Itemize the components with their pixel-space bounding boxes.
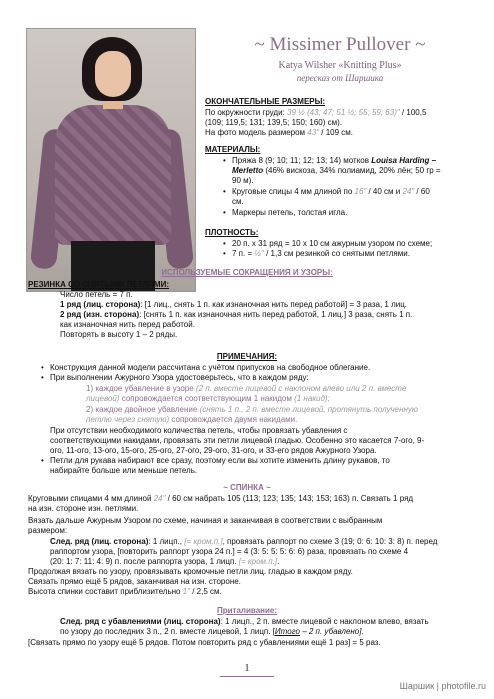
gauge-heading: ПЛОТНОСТЬ: xyxy=(205,228,259,237)
rib-row-2-cont: как изнаночная нить перед работой. xyxy=(60,320,195,329)
rib-count: Число петель = 7 п. xyxy=(60,290,133,299)
back-line-4: размером: xyxy=(28,526,68,535)
page-number: 1 xyxy=(244,662,250,674)
note-2: • При выполнении Ажурного Узора удостоверьтесь, что в каждом ряду: xyxy=(50,373,309,383)
pattern-title: ~ Missimer Pullover ~ xyxy=(254,34,426,55)
note-2-sub-2: 2) каждое двойное убавление (снять 1 п., 2 п. вместе лицевой, протянуть полученную xyxy=(86,405,418,414)
rib-heading: РЕЗИНКА СО СНЯТЫМИ ПЕТЛЯМИ: xyxy=(28,280,169,289)
back-line-5: След. ряд (лиц. сторона): 1 лицп., [= кром.п.], провязать раппорт по схеме 3 (19; 0: 6: 10: 3: 8) п. перед xyxy=(50,537,438,546)
note-2-sub-2-cont: петлю через снятую) сопровождается двумя накидами. xyxy=(86,415,298,424)
rib-row-1: 1 ряд (лиц. сторона): [1 лиц., снять 1 п. как изнаночная нить перед работой] = 3 раза, 1 лиц. xyxy=(60,300,408,309)
note-1: • Конструкция данной модели рассчитана с учётом припусков на свободное облегание. xyxy=(50,363,370,373)
fitting-line-3: [Связать прямо по узору ещё 5 рядов. Потом повторить ряд с убавлениями ещё 1 раз] = 5 раз. xyxy=(28,638,381,647)
note-3: • Петли для рукава набирают все сразу, поэтому если вы хотите изменить длину рукавов, то xyxy=(50,456,390,466)
back-line-3: Вязать дальше Ажурным Узором по схеме, начиная и заканчивая в соответствии с выбранным xyxy=(28,516,383,525)
abbr-heading: ИСПОЛЬЗУЕМЫЕ СОКРАЩЕНИЯ И УЗОРЫ: xyxy=(161,268,333,277)
fitting-line-2: по узору до последних 3 п., 2 п. вместе лицевой, 1 лицп. [Итого – 2 п. убавлено]. xyxy=(60,627,364,636)
note-2-sub-1: 1) каждое убавление в узоре (2 п. вместе лицевой с наклоном влево или 2 п. вместе xyxy=(86,384,407,393)
retell-credit: пересказ от Шаршика xyxy=(296,73,384,83)
materials-yarn: • Пряжа 8 (9; 10; 11; 12; 13; 14) мотков Louisa Harding – xyxy=(232,156,436,166)
fitting-line-1: След. ряд с убавлениями (лиц. сторона): 1 лицп., 2 п. вместе лицевой с наклоном влево, вязать xyxy=(60,617,429,626)
back-line-1: Круговыми спицами 4 мм длиной 24" / 60 см набрать 105 (113; 123; 135; 143; 153; 163) п. Связать 1 ряд xyxy=(28,494,414,503)
rib-row-2: 2 ряд (изн. сторона): [снять 1 п. как изнаночная нить перед работой, 1 лиц.] 3 раза, снять 1 п. xyxy=(60,310,413,319)
model-face xyxy=(95,51,131,97)
footer-divider xyxy=(220,676,274,677)
pullover-body xyxy=(55,105,171,245)
pattern-author: Katya Wilsher «Knitting Plus» xyxy=(278,60,402,71)
fitting-heading: Приталивание: xyxy=(216,606,278,615)
back-line-9: Связать прямо ещё 5 рядов, заканчивая на изн. стороне. xyxy=(28,577,241,586)
materials-heading: МАТЕРИАЛЫ: xyxy=(205,145,261,154)
sizes-line-3: На фото модель размером 43" / 109 см. xyxy=(205,128,353,137)
gauge-line-2: • 7 п. = ½" / 1,3 см резинкой со снятыми петлями. xyxy=(232,249,410,259)
note-2-sub-1-cont: лицевой) сопровождается соответствующим 1 накидом (1 накид); xyxy=(86,394,330,403)
back-line-2: на изн. стороне изн. петлями. xyxy=(28,504,139,513)
materials-needles: • Круговые спицы 4 мм длиной по 16" / 40 см и 24" / 60 xyxy=(232,187,430,197)
note-para-3: ого, 11-ого, 13-ого, 15-ого, 25-ого, 27-ого, 29-ого, 31-ого, и 33-его рядов Ажурного Узора. xyxy=(50,446,377,455)
back-heading: ~ СПИНКА ~ xyxy=(223,483,271,492)
gauge-line-1: • 20 п. х 31 ряд = 10 х 10 см ажурным узором по схеме; xyxy=(232,239,432,249)
rib-repeat: Повторять в высоту 1 – 2 ряды. xyxy=(60,330,178,339)
note-para-2: соответствующими накидами, провязать эти петли лицевой гладью. Особенно это касается 7-ого, 9- xyxy=(50,436,425,445)
sizes-heading: ОКОНЧАТЕЛЬНЫЕ РАЗМЕРЫ: xyxy=(205,97,326,106)
back-line-6: раппортом узора, [повторить раппорт узора 24 п.] = 4 (3: 5: 5: 5: 6: 6) раза, провязать по схеме 4 xyxy=(50,547,409,556)
note-para-1: При отсутствии необходимого количества петель, чтобы провязать убавления с xyxy=(50,426,348,435)
model-photo xyxy=(26,28,196,292)
materials-markers: • Маркеры петель, толстая игла. xyxy=(232,208,347,218)
materials-yarn-2: Merletto (46% вискоза, 34% полиамид, 20% лён; 50 гр = xyxy=(232,166,441,175)
back-line-10: Высота спинки составит приблизительно 1" / 2,5 см. xyxy=(28,587,222,596)
materials-needles-2: см. xyxy=(232,197,244,206)
back-line-7: (20: 1: 7: 11: 4: 9) п. после раппорта узора, 1 лицп. [= кром.п.]. xyxy=(50,557,280,566)
watermark: Шаршик | photofile.ru xyxy=(399,681,486,691)
sizes-line-2: (109; 119,5; 131; 139,5; 150; 160) см). xyxy=(205,118,342,127)
notes-heading: ПРИМЕЧАНИЯ: xyxy=(216,352,278,361)
back-line-8: Продолжая вязать по узору, провязывать кромочные петли лиц. гладью в каждом ряду. xyxy=(28,567,353,576)
sizes-line-1: По окружности груди: 39 ½ (43; 47; 51 ½; 55; 59; 63)" / 100,5 xyxy=(205,108,427,117)
materials-yarn-3: 90 м). xyxy=(232,176,254,185)
note-3-cont: набирайте больше или меньше петель. xyxy=(50,466,198,475)
